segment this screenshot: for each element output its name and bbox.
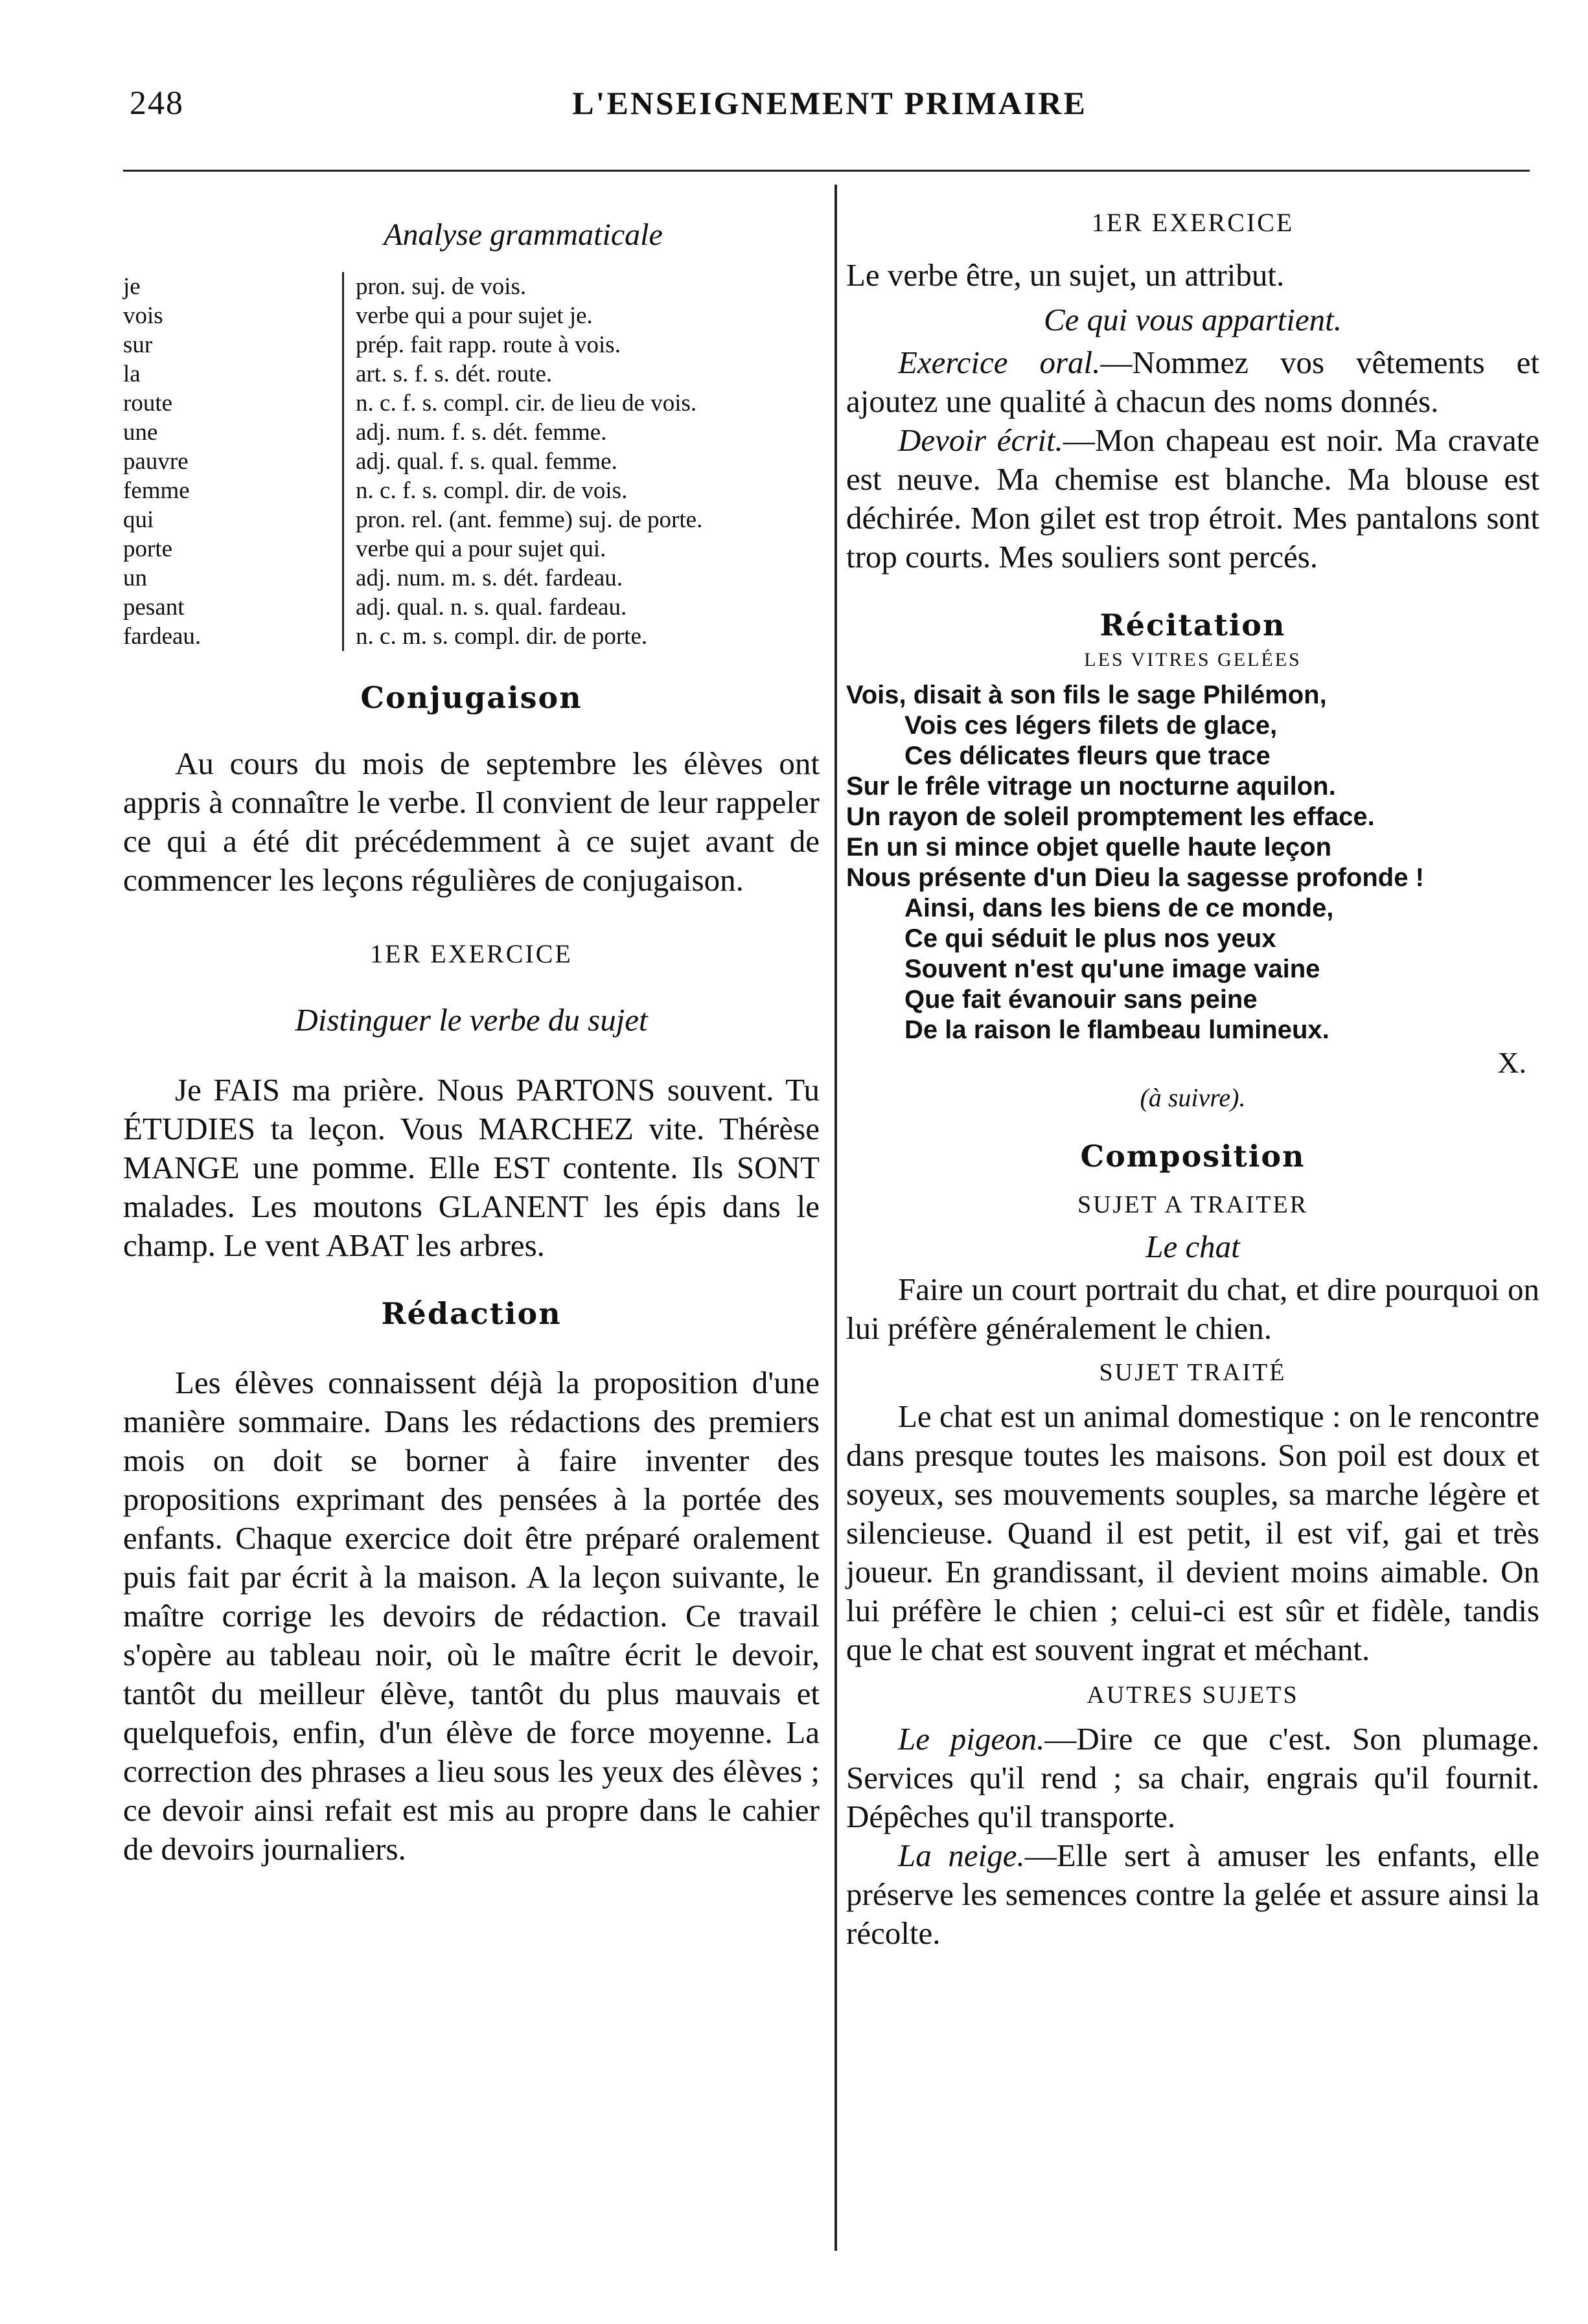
- left-exercice-text: Je FAIS ma prière. Nous PARTONS souvent. Tu ÉTUDIES ta leçon. Vous MARCHEZ vite. Thérèse MANGE une pomme. Elle EST contente. Ils SONT malades. Les moutons GLANENT les épis dans le champ. Le vent ABAT les arbres.: [123, 1072, 820, 1263]
- pigeon-label: Le pigeon.: [898, 1721, 1045, 1757]
- oral-label: Exercice oral.: [898, 345, 1101, 380]
- analysis-row: [123, 389, 820, 418]
- right-exercice-line: Le verbe être, un sujet, un attribut.: [846, 257, 1285, 293]
- redaction-paragraph: Les élèves connaissent déjà la proposition d'une manière sommaire. Dans les rédactions des premiers mois on doit se borner à faire inventer des propositions exprimant des pensées à la portée des enfants. Chaque exercice doit être préparé oralement puis fait par écrit à la maison. A la leçon suivante, le maître corrige les devoirs de rédaction. Ce travail s'opère au tableau noir, où le maître écrit le devoir, tantôt du meilleur élève, tantôt du plus mauvais et quelquefois, enfin, d'un élève de force moyenne. La correction des phrases a lieu sous les yeux des élèves ; ce devoir ainsi refait est mis au propre dans le cahier de devoirs journaliers.: [123, 1365, 820, 1867]
- analysis-word: je: [123, 273, 141, 300]
- analysis-word: femme: [123, 477, 190, 504]
- analysis-description: pron. suj. de vois.: [343, 272, 820, 301]
- written-exercise: [846, 421, 1539, 576]
- analysis-description: art. s. f. s. dét. route.: [343, 359, 820, 389]
- conjugaison-paragraph: Au cours du mois de septembre les élèves ont appris à connaître le verbe. Il convient de leur rappeler ce qui a été dit précédemment à ce sujet avant de commencer les leçons régulières de conjugaison.: [123, 746, 820, 898]
- header-rule: [123, 170, 1530, 172]
- recitation-heading: Récitation: [1099, 608, 1286, 643]
- analysis-word: sur: [123, 332, 153, 358]
- analysis-word: un: [123, 565, 147, 591]
- column-divider: [834, 185, 837, 2251]
- analysis-word: porte: [123, 536, 173, 562]
- neige-paragraph: [846, 1836, 1539, 1953]
- poem-line: De la raison le flambeau lumineux.: [904, 1016, 1329, 1044]
- analysis-description: n. c. f. s. compl. dir. de vois.: [343, 476, 820, 505]
- analysis-row: [123, 564, 820, 593]
- analysis-description: adj. num. f. s. dét. femme.: [343, 418, 820, 447]
- analysis-description: adj. qual. f. s. qual. femme.: [343, 447, 820, 476]
- analysis-row: [123, 447, 820, 476]
- analysis-word: la: [123, 361, 141, 387]
- oral-text: —Nommez vos vêtements et ajoutez une qualité à chacun des noms donnés.: [846, 345, 1539, 419]
- right-exercice-subtitle: Ce qui vous appartient.: [1043, 302, 1342, 337]
- analysis-row: [123, 330, 820, 359]
- poem-line: Souvent n'est qu'une image vaine: [904, 955, 1320, 983]
- left-exercice-heading: 1ER EXERCICE: [370, 939, 573, 968]
- poem-line: Ainsi, dans les biens de ce monde,: [904, 894, 1334, 922]
- ecrit-text: —Mon chapeau est noir. Ma cravate est neuve. Ma chemise est blanche. Ma blouse est déchirée. Mon gilet est trop étroit. Mes pantalons sont trop courts. Mes souliers sont percés.: [846, 422, 1540, 575]
- analysis-word: pauvre: [123, 448, 189, 475]
- analysis-table: [123, 272, 820, 651]
- analysis-word: fardeau.: [123, 623, 201, 650]
- sujet-text: Faire un court portrait du chat, et dire pourquoi on lui préfère généralement le chien.: [846, 1271, 1539, 1346]
- right-exercice-heading: 1ER EXERCICE: [1091, 208, 1295, 237]
- redaction-heading: Rédaction: [381, 1296, 562, 1331]
- analysis-row: [123, 418, 820, 447]
- analysis-row: [123, 476, 820, 505]
- analysis-description: adj. qual. n. s. qual. fardeau.: [343, 593, 820, 622]
- analysis-description: verbe qui a pour sujet qui.: [343, 534, 820, 564]
- analysis-row: [123, 301, 820, 330]
- poem-title: LES VITRES GELÉES: [1084, 649, 1302, 670]
- neige-text: —Elle sert à amuser les enfants, elle préserve les semences contre la gelée et assure ainsi la récolte.: [846, 1838, 1539, 1951]
- analysis-word: pesant: [123, 594, 185, 621]
- analysis-word: route: [123, 390, 173, 416]
- running-title: L'ENSEIGNEMENT PRIMAIRE: [572, 85, 1087, 121]
- neige-label: La neige.: [898, 1838, 1025, 1873]
- page-number: 248: [130, 85, 184, 122]
- analysis-description: n. c. f. s. compl. cir. de lieu de vois.: [343, 389, 820, 418]
- poem-line: Ce qui séduit le plus nos yeux: [904, 924, 1276, 953]
- poem-line: Vois ces légers filets de glace,: [904, 711, 1278, 740]
- analysis-word: qui: [123, 507, 154, 533]
- poem-line: En un si mince objet quelle haute leçon: [846, 833, 1332, 861]
- left-column: [123, 188, 820, 1869]
- le-chat-title: Le chat: [1145, 1229, 1240, 1264]
- traite-paragraph: Le chat est un animal domestique : on le rencontre dans presque toutes les maisons. Son poil est doux et soyeux, ses mouvements souples, sa marche légère et silencieuse. Quand il est petit, il est vif, gai et très joueur. En grandissant, il devient moins aimable. On lui préfère le chien ; celui-ci est sûr et fidèle, tandis que le chat est souvent ingrat et méchant.: [846, 1398, 1539, 1667]
- analysis-row: [123, 622, 820, 651]
- analysis-description: adj. num. m. s. dét. fardeau.: [343, 564, 820, 593]
- sujet-a-traiter-heading: SUJET A TRAITER: [1077, 1191, 1309, 1218]
- poem-line: Vois, disait à son fils le sage Philémon,: [846, 681, 1327, 709]
- poem-line: Que fait évanouir sans peine: [904, 985, 1258, 1014]
- analysis-row: [123, 534, 820, 564]
- poem-line: Un rayon de soleil promptement les efface.: [846, 803, 1375, 831]
- analysis-description: prép. fait rapp. route à vois.: [343, 330, 820, 359]
- analysis-word: une: [123, 419, 158, 446]
- autres-sujets-heading: AUTRES SUJETS: [1087, 1681, 1299, 1709]
- running-head: [123, 84, 1536, 136]
- analysis-row: [123, 505, 820, 534]
- oral-exercise: [846, 343, 1539, 421]
- right-column: [846, 188, 1539, 1953]
- poem-line: Ces délicates fleurs que trace: [904, 742, 1271, 770]
- pigeon-paragraph: [846, 1720, 1539, 1836]
- pigeon-text: —Dire ce que c'est. Son plumage. Services qu'il rend ; sa chair, engrais qu'il fournit. Dépêches qu'il transporte.: [846, 1721, 1540, 1834]
- analysis-row: [123, 272, 820, 301]
- poem: [846, 680, 1539, 1045]
- poem-line: Nous présente d'un Dieu la sagesse profonde !: [846, 863, 1424, 892]
- a-suivre: (à suivre).: [1140, 1083, 1246, 1112]
- analysis-description: pron. rel. (ant. femme) suj. de porte.: [343, 505, 820, 534]
- analysis-description: n. c. m. s. compl. dir. de porte.: [343, 622, 820, 651]
- analysis-row: [123, 593, 820, 622]
- left-exercice-subtitle: Distinguer le verbe du sujet: [295, 1002, 648, 1038]
- composition-heading: Composition: [1080, 1139, 1306, 1174]
- analysis-row: [123, 359, 820, 389]
- analyse-title: Analyse grammaticale: [384, 218, 663, 252]
- sujet-traite-heading: SUJET TRAITÉ: [1099, 1359, 1287, 1386]
- poem-line: Sur le frêle vitrage un nocturne aquilon.: [846, 772, 1336, 801]
- analysis-description: verbe qui a pour sujet je.: [343, 301, 820, 330]
- poem-signature: X.: [1497, 1046, 1526, 1079]
- ecrit-label: Devoir écrit.: [898, 422, 1063, 458]
- analysis-word: vois: [123, 302, 163, 329]
- conjugaison-heading: Conjugaison: [360, 680, 582, 715]
